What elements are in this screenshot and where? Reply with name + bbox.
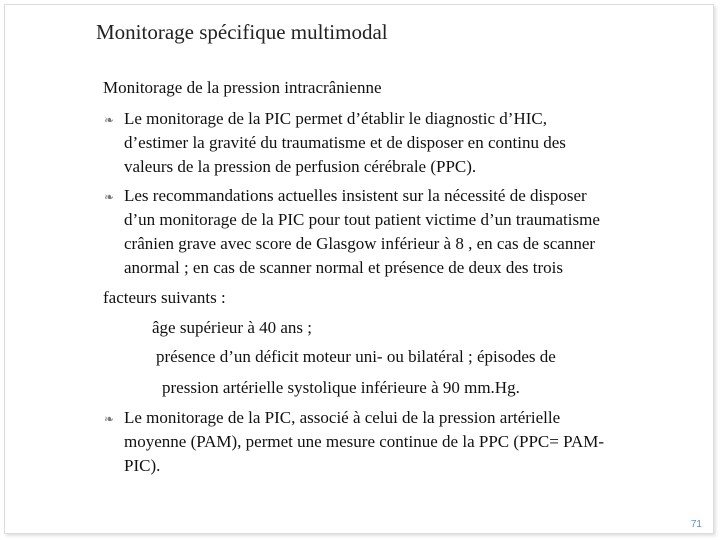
criteria-line: présence d’un déficit moteur uni- ou bilatéral ; épisodes de bbox=[156, 347, 556, 366]
page-number: 71 bbox=[690, 519, 702, 530]
bullet-line: valeurs de la pression de perfusion cérébrale (PPC). bbox=[124, 157, 477, 176]
bullet-icon: ❧ bbox=[104, 412, 115, 426]
bullet-line: d’un monitorage de la PIC pour tout patient victime d’un traumatisme bbox=[124, 210, 600, 229]
bullet-line: Le monitorage de la PIC, associé à celui de la pression artérielle bbox=[124, 408, 561, 427]
slide-title: Monitorage spécifique multimodal bbox=[96, 20, 388, 44]
bullet-line: Le monitorage de la PIC permet d’établir le diagnostic d’HIC, bbox=[124, 109, 547, 128]
bullet-line: moyenne (PAM), permet une mesure continue de la PPC (PPC= PAM- bbox=[124, 432, 605, 451]
criteria-line: âge supérieur à 40 ans ; bbox=[152, 318, 313, 337]
criteria-line: pression artérielle systolique inférieure à 90 mm.Hg. bbox=[162, 378, 520, 397]
bullet-line: Les recommandations actuelles insistent sur la nécessité de disposer bbox=[124, 186, 587, 205]
bullet-icon: ❧ bbox=[104, 113, 115, 127]
continuation-text: facteurs suivants : bbox=[103, 288, 226, 307]
bullet-line: anormal ; en cas de scanner normal et présence de deux des trois bbox=[124, 258, 563, 277]
bullet-line: PIC). bbox=[124, 456, 161, 475]
bullet-line: d’estimer la gravité du traumatisme et de disposer en continu des bbox=[124, 133, 566, 152]
bullet-item bbox=[104, 107, 704, 179]
bullet-icon: ❧ bbox=[104, 190, 115, 204]
section-subtitle: Monitorage de la pression intracrânienne bbox=[103, 78, 382, 97]
bullet-item bbox=[104, 184, 704, 280]
bullet-line: crânien grave avec score de Glasgow inférieur à 8 , en cas de scanner bbox=[124, 234, 596, 253]
bullet-item bbox=[104, 406, 704, 478]
